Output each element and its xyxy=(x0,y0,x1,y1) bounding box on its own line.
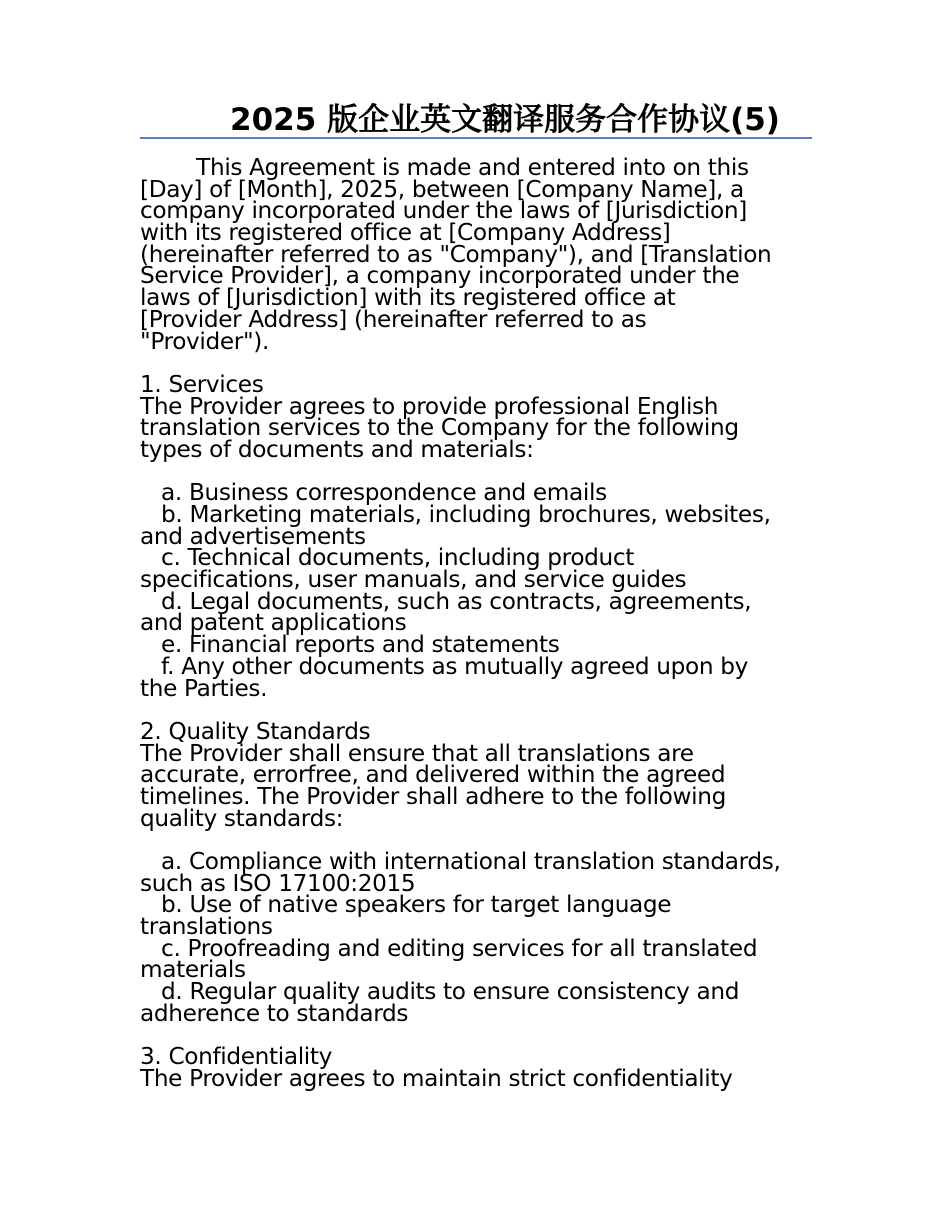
body-line: translation services to the Company for the following xyxy=(140,414,739,442)
body-line: and patent applications xyxy=(140,609,407,637)
body-line: Service Provider], a company incorporated under the xyxy=(140,262,740,290)
body-line: f. Any other documents as mutually agreed upon by xyxy=(140,652,748,680)
body-line: such as ISO 17100:2015 xyxy=(140,869,416,897)
body-line: b. Marketing materials, including brochures, websites, xyxy=(140,501,771,528)
body-line: 2. Quality Standards xyxy=(140,717,371,745)
body-line: (hereinafter referred to as "Company"), and [Translation xyxy=(140,240,772,268)
body-line: The Provider agrees to provide professional English xyxy=(140,392,719,420)
body-line: quality standards: xyxy=(140,804,344,832)
body-line: specifications, user manuals, and service guides xyxy=(140,566,687,594)
body-line: The Provider agrees to maintain strict confidentiality xyxy=(140,1064,733,1092)
body-line: [Day] of [Month], 2025, between [Company Name], a xyxy=(140,175,744,203)
body-line: with its registered office at [Company Address] xyxy=(140,219,671,247)
body-line: the Parties. xyxy=(140,674,268,702)
body-line: [Provider Address] (hereinafter referred to as xyxy=(140,305,647,333)
body-line: e. Financial reports and statements xyxy=(140,631,560,659)
body-line: "Provider"). xyxy=(140,327,270,355)
body-line: accurate, errorfree, and delivered within the agreed xyxy=(140,761,726,789)
body-line: types of documents and materials: xyxy=(140,435,534,463)
document-page xyxy=(140,100,812,1090)
body-line: 3. Confidentiality xyxy=(140,1043,332,1071)
body-line: company incorporated under the laws of [Jurisdiction] xyxy=(140,197,747,225)
body-line: c. Proofreading and editing services for all translated xyxy=(140,934,758,962)
body-line: adherence to standards xyxy=(140,999,409,1027)
document-title: 2025 版企业英文翻译服务合作协议(5) xyxy=(230,102,780,138)
body-line: d. Legal documents, such as contracts, agreements, xyxy=(140,587,752,615)
body-line: 1. Services xyxy=(140,370,264,398)
body-line: materials xyxy=(140,956,246,984)
document-body xyxy=(140,154,812,1092)
body-line: a. Compliance with international translation standards, xyxy=(140,848,781,875)
body-line: laws of [Jurisdiction] with its registered office at xyxy=(140,284,676,312)
body-line: timelines. The Provider shall adhere to the following xyxy=(140,782,726,810)
body-line: b. Use of native speakers for target language xyxy=(140,891,672,919)
body-line: a. Business correspondence and emails xyxy=(140,479,607,507)
body-line: and advertisements xyxy=(140,522,366,550)
body-line: c. Technical documents, including product xyxy=(140,544,635,572)
body-line: This Agreement is made and entered into on this xyxy=(140,154,749,181)
body-line: d. Regular quality audits to ensure consistency and xyxy=(140,978,740,1006)
body-line: translations xyxy=(140,913,273,941)
body-line: The Provider shall ensure that all translations are xyxy=(140,739,694,767)
